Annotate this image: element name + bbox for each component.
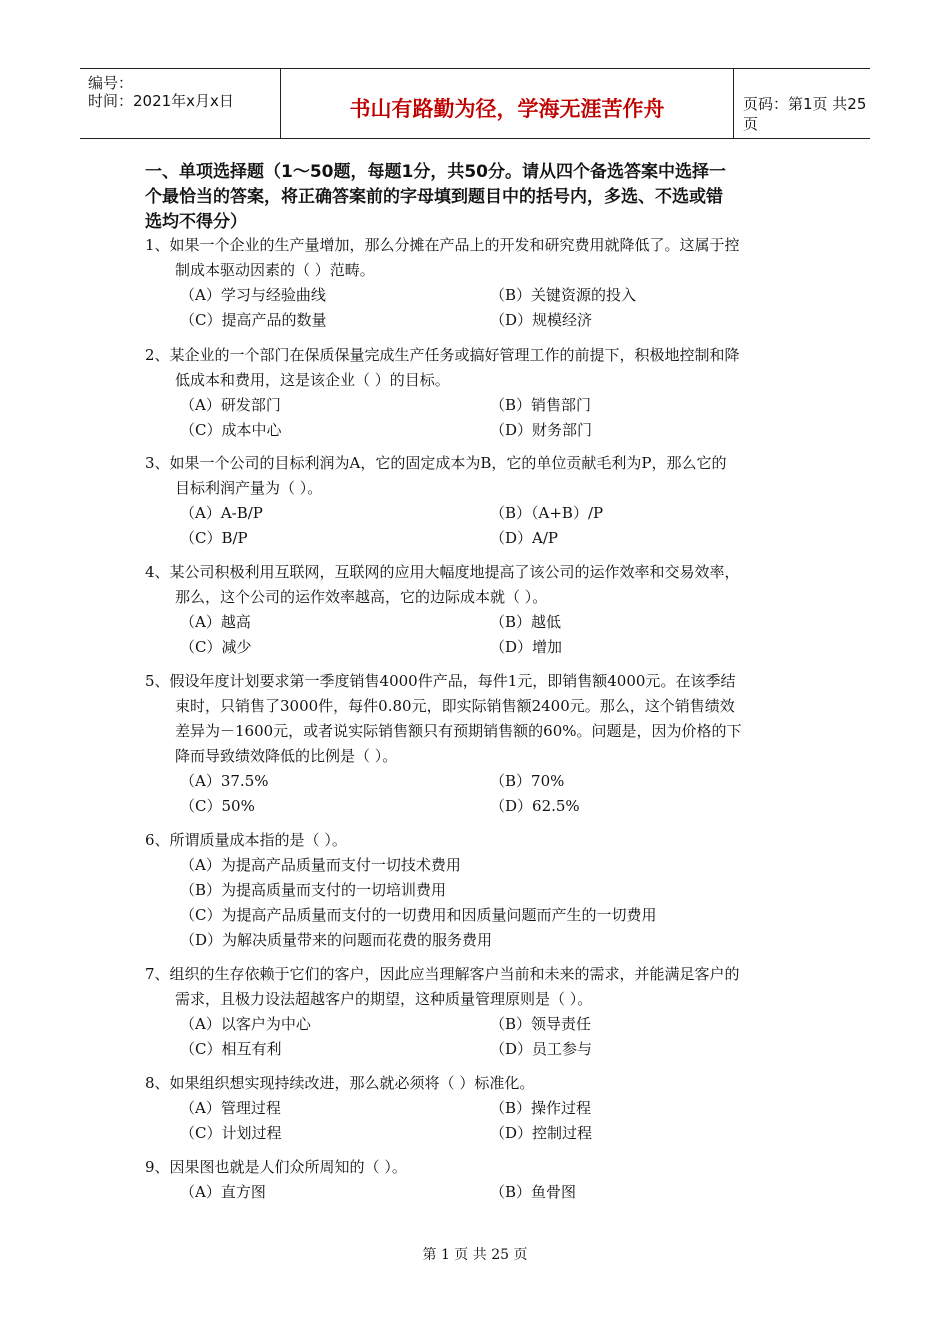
option-row	[145, 526, 810, 551]
answer-option: （A）为提高产品质量而支付一切技术费用	[180, 856, 461, 874]
answer-option: （B）（A+B）/P	[490, 504, 604, 522]
question-stem-continued: 需求，且极力设法超越客户的期望，这种质量管理原则是（ ）。	[175, 990, 593, 1008]
section-title-line: 选均不得分）	[145, 212, 247, 232]
section-title	[145, 160, 810, 235]
option-row	[145, 1012, 810, 1037]
question-item	[145, 233, 810, 333]
question-stem: 9、因果图也就是人们众所周知的（ ）。	[145, 1158, 407, 1176]
answer-option: （B）操作过程	[490, 1099, 592, 1117]
answer-option: （D）增加	[490, 638, 563, 656]
page-header	[80, 68, 870, 139]
answer-option: （A）直方图	[180, 1183, 266, 1201]
question-stem-continued: 差异为－1600元，或者说实际销售额只有预期销售额的60%。问题是，因为价格的下	[175, 722, 742, 740]
question-stem: 1、如果一个企业的生产量增加，那么分摊在产品上的开发和研究费用就降低了。这属于控	[145, 236, 740, 254]
answer-option: （D）财务部门	[490, 421, 593, 439]
option-row	[145, 393, 810, 418]
answer-option: （A）学习与经验曲线	[180, 286, 326, 304]
answer-option: （C）为提高产品质量而支付的一切费用和因质量问题而产生的一切费用	[180, 906, 657, 924]
option-row	[145, 1180, 810, 1205]
question-stem: 7、组织的生存依赖于它们的客户，因此应当理解客户当前和未来的需求，并能满足客户的	[145, 965, 740, 983]
answer-option: （D）62.5%	[490, 797, 580, 815]
question-stem: 2、某企业的一个部门在保质保量完成生产任务或搞好管理工作的前提下，积极地控制和降	[145, 346, 740, 364]
option-row	[145, 283, 810, 308]
answer-option: （A）以客户为中心	[180, 1015, 311, 1033]
question-stem: 6、所谓质量成本指的是（ ）。	[145, 831, 347, 849]
answer-option: （D）规模经济	[490, 311, 593, 329]
question-item	[145, 560, 810, 660]
question-stem-continued: 低成本和费用，这是该企业（ ）的目标。	[175, 371, 450, 389]
answer-option: （A）管理过程	[180, 1099, 281, 1117]
option-row	[145, 635, 810, 660]
option-row	[145, 1096, 810, 1121]
answer-option: （B）销售部门	[490, 396, 592, 414]
answer-option: （D）员工参与	[490, 1040, 593, 1058]
question-item	[145, 451, 810, 551]
header-page-number: 页码：第1页 共25页	[743, 95, 867, 133]
question-stem: 4、某公司积极利用互联网，互联网的应用大幅度地提高了该公司的运作效率和交易效率，	[145, 563, 740, 581]
section-title-line: 一、单项选择题（1～50题，每题1分，共50分。请从四个备选答案中选择一	[145, 162, 726, 182]
question-item	[145, 962, 810, 1062]
question-stem-continued: 束时，只销售了3000件，每件0.80元，即实际销售额2400元。那么，这个销售绩效	[175, 697, 735, 715]
question-stem: 5、假设年度计划要求第一季度销售4000件产品，每件1元，即销售额4000元。在该季结	[145, 672, 736, 690]
document-number-label: 编号：	[88, 74, 134, 92]
answer-option: （A）越高	[180, 613, 251, 631]
answer-option: （D）控制过程	[490, 1124, 593, 1142]
question-item	[145, 669, 810, 819]
question-stem-continued: 降而导致绩效降低的比例是（ ）。	[175, 747, 398, 765]
question-item	[145, 1071, 810, 1146]
document-date: 时间：2021年x月x日	[88, 92, 234, 110]
question-item	[145, 343, 810, 443]
answer-option: （C）减少	[180, 638, 252, 656]
question-stem-continued: 那么，这个公司的运作效率越高，它的边际成本就（ ）。	[175, 588, 548, 606]
answer-option: （B）关键资源的投入	[490, 286, 637, 304]
option-row	[145, 418, 810, 443]
answer-option: （C）提高产品的数量	[180, 311, 327, 329]
page-footer: 第 1 页 共 25 页	[422, 1247, 528, 1263]
header-meta-cell	[80, 69, 280, 138]
question-stem-continued: 目标利润产量为（ ）。	[175, 479, 323, 497]
answer-option: （B）70%	[490, 772, 565, 790]
answer-option: （B）越低	[490, 613, 562, 631]
answer-option: （B）鱼骨图	[490, 1183, 577, 1201]
answer-option: （C）50%	[180, 797, 255, 815]
answer-option: （C）计划过程	[180, 1124, 282, 1142]
question-stem: 3、如果一个公司的目标利润为A，它的固定成本为B，它的单位贡献毛利为P，那么它的	[145, 454, 727, 472]
section-title-line: 个最恰当的答案，将正确答案前的字母填到题目中的括号内，多选、不选或错	[145, 187, 723, 207]
answer-option: （D）A/P	[490, 529, 559, 547]
option-row	[145, 308, 810, 333]
option-row	[145, 610, 810, 635]
answer-option: （A）A-B/P	[180, 504, 263, 522]
header-motto: 书山有路勤为径，学海无涯苦作舟	[349, 97, 665, 121]
option-row	[145, 501, 810, 526]
answer-option: （A）37.5%	[180, 772, 269, 790]
answer-option: （C）B/P	[180, 529, 248, 547]
option-row	[145, 1037, 810, 1062]
answer-option: （B）为提高质量而支付的一切培训费用	[180, 881, 447, 899]
option-row	[145, 769, 810, 794]
answer-option: （B）领导责任	[490, 1015, 592, 1033]
question-stem: 8、如果组织想实现持续改进，那么就必须将（ ）标准化。	[145, 1074, 535, 1092]
answer-option: （C）相互有利	[180, 1040, 282, 1058]
question-item	[145, 828, 810, 953]
question-item	[145, 1155, 810, 1205]
answer-option: （D）为解决质量带来的问题而花费的服务费用	[180, 931, 493, 949]
question-stem-continued: 制成本驱动因素的（ ）范畴。	[175, 261, 375, 279]
answer-option: （C）成本中心	[180, 421, 282, 439]
header-motto-cell	[280, 69, 734, 138]
answer-option: （A）研发部门	[180, 396, 281, 414]
option-row	[145, 1121, 810, 1146]
header-page-cell	[733, 69, 870, 138]
option-row	[145, 794, 810, 819]
